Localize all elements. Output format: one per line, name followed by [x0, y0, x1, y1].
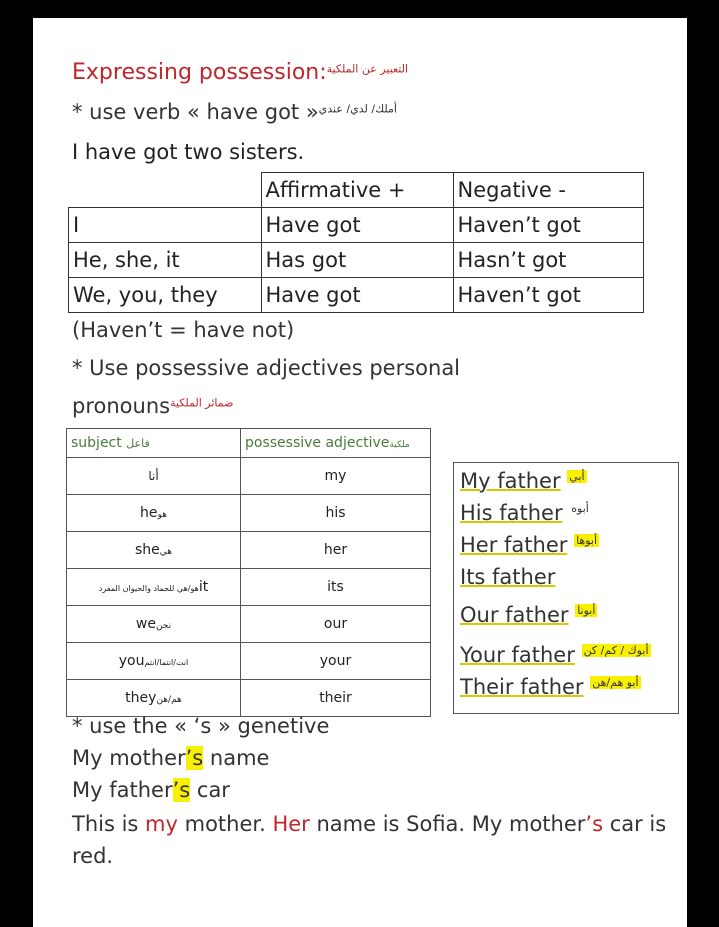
- list-item: Her father $^{أبوها}$: [460, 533, 598, 557]
- pronoun-possessive: our: [241, 606, 431, 643]
- father-examples-box: [453, 462, 679, 714]
- example-sentence: I have got two sisters.: [72, 140, 305, 164]
- title-text: Expressing possession:: [72, 60, 327, 85]
- rule1-arabic: أملك/ لدي/ عندي: [318, 102, 397, 116]
- verb-negative: Haven’t got: [453, 278, 644, 313]
- top-bar: [33, 0, 687, 18]
- verb-negative: Hasn’t got: [453, 243, 644, 278]
- rule1-text: * use verb « have got »: [72, 100, 319, 124]
- header-possessive: possessive adjectiveملكية: [241, 429, 431, 458]
- verb-affirmative: Have got: [261, 278, 453, 313]
- list-item: Your father $^{أبوك / كم/ كن}$: [460, 643, 649, 667]
- table-row: [69, 243, 644, 278]
- pronoun-subject: sheهي: [67, 532, 241, 569]
- verb-header-empty: [69, 173, 262, 208]
- pronoun-table-header: [67, 429, 431, 458]
- pronoun-subject: theyهم/هن: [67, 680, 241, 717]
- header-subject: subject فاعل: [67, 429, 241, 458]
- table-row: [67, 680, 431, 717]
- table-row: [67, 643, 431, 680]
- pronoun-possessive: its: [241, 569, 431, 606]
- verb-table: [68, 172, 644, 313]
- pronoun-possessive: your: [241, 643, 431, 680]
- pronoun-subject: youانت/انتما/انتم: [67, 643, 241, 680]
- table-row: [67, 532, 431, 569]
- pronoun-possessive: their: [241, 680, 431, 717]
- pronoun-subject: heهو: [67, 495, 241, 532]
- final-sentence: This is my mother. Her name is Sofia. My mother’s car is: [72, 812, 667, 836]
- pronoun-subject: weنحن: [67, 606, 241, 643]
- genitive-example-1: My mother’s name: [72, 746, 270, 770]
- verb-affirmative: Have got: [261, 208, 453, 243]
- pronoun-subject: أنا: [67, 458, 241, 495]
- table-row: [69, 208, 644, 243]
- note-havent: (Haven’t = have not): [72, 318, 295, 342]
- pronoun-possessive: his: [241, 495, 431, 532]
- table-row: [67, 495, 431, 532]
- genitive-example-2: My father’s car: [72, 778, 230, 802]
- verb-header-negative: Negative -: [453, 173, 644, 208]
- list-item: His father $^{أبوه}$: [460, 501, 589, 525]
- pronoun-possessive: her: [241, 532, 431, 569]
- list-item: My father $^{أبي}$: [460, 469, 585, 493]
- title-arabic: التعبير عن الملكية: [326, 62, 409, 76]
- table-row: [69, 278, 644, 313]
- rule3-genitive: * use the « ‘s » genetive: [72, 714, 330, 738]
- pronoun-table: [66, 428, 431, 717]
- final-sentence-line2: red.: [72, 844, 114, 868]
- verb-subject: I: [69, 208, 262, 243]
- verb-subject: He, she, it: [69, 243, 262, 278]
- table-row: [67, 569, 431, 606]
- verb-subject: We, you, they: [69, 278, 262, 313]
- verb-table-header: [69, 173, 644, 208]
- section-title: [72, 60, 408, 85]
- verb-negative: Haven’t got: [453, 208, 644, 243]
- pronoun-subject: هو/هي للجماد والحيوان المفردit: [67, 569, 241, 606]
- list-item: Their father $^{أبو هم/هن}$: [460, 675, 639, 699]
- rule2-line1: * Use possessive adjectives personal: [72, 356, 461, 380]
- rule2-pronouns: pronouns: [72, 394, 171, 418]
- rule2-arabic: ضمائر الملكية: [170, 396, 234, 410]
- rule-have-got: [72, 100, 397, 124]
- pronoun-possessive: my: [241, 458, 431, 495]
- verb-affirmative: Has got: [261, 243, 453, 278]
- list-item: Its father: [460, 565, 556, 589]
- list-item: Our father $^{أبونا}$: [460, 603, 596, 627]
- table-row: [67, 606, 431, 643]
- table-row: [67, 458, 431, 495]
- verb-header-affirmative: Affirmative +: [261, 173, 453, 208]
- rule2-line2: [72, 394, 233, 418]
